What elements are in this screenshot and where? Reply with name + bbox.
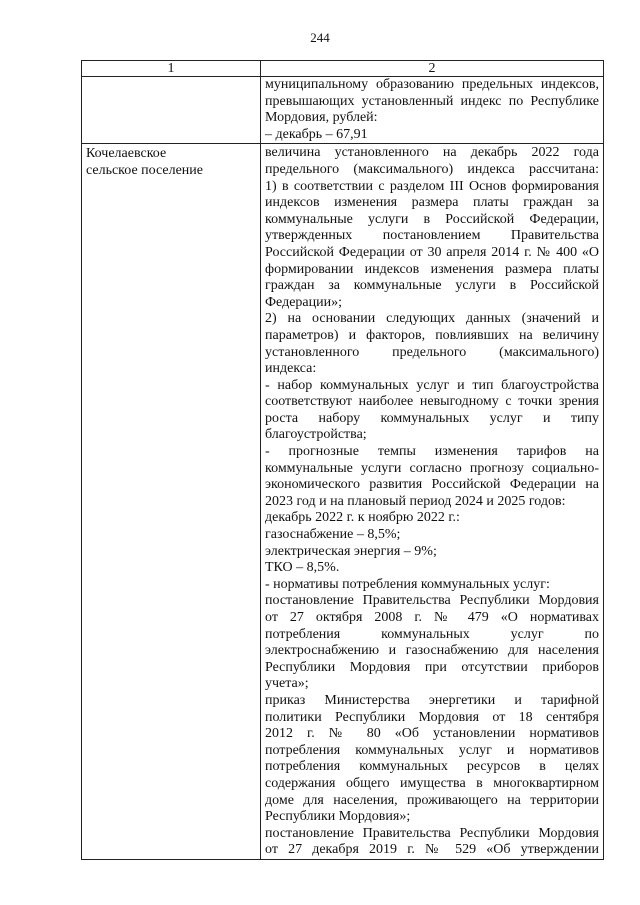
text-line: Мордовия, рублей:: [265, 110, 378, 126]
text-line: параметров) и факторов, повлиявших на величину: [265, 327, 599, 343]
text-line: политики Республики Мордовия от 18 сентября: [265, 709, 599, 725]
text-line: роста набору коммунальных услуг и типу: [265, 410, 599, 426]
text-line: утвержденных постановлением Правительства: [265, 228, 599, 244]
text-line: предельного (максимального) индекса рассчитана:: [265, 161, 599, 177]
text-line: электрическая энергия – 9%;: [265, 543, 437, 559]
text-line: от 27 октября 2008 г. № 479 «О нормативах: [265, 610, 599, 625]
text-line: потребления коммунальных услуг по: [265, 626, 599, 642]
text-line: содержания общего имущества в многоквартирном: [265, 775, 599, 791]
text-line: - набор коммунальных услуг и тип благоустройства: [265, 377, 599, 393]
text-line: электроснабжению и газоснабжению для населения: [265, 643, 599, 659]
text-line: муниципальному образованию предельных индексов,: [265, 77, 599, 92]
text-line: сельское поселение: [86, 162, 203, 178]
continued-row-col1: [82, 77, 261, 144]
text-line: коммунальные услуги в Российской Федерации,: [265, 211, 599, 227]
text-line: ТКО – 8,5%.: [265, 560, 340, 576]
text-line: газоснабжение – 8,5%;: [265, 527, 401, 543]
text-line: Российской Федерации от 30 апреля 2014 г. № 400 «О: [265, 244, 599, 260]
column-header-2: 2: [261, 61, 604, 77]
text-line: постановление Правительства Республики Мордовия: [265, 825, 599, 841]
page-number: 244: [310, 30, 330, 45]
text-line: Республики Мордовия при отсутствии приборов: [265, 659, 599, 675]
text-line: - прогнозные темпы изменения тарифов на: [265, 444, 599, 460]
text-line: индекса:: [265, 361, 317, 377]
index-description: [261, 144, 604, 860]
text-line: превышающих установленный индекс по Республике: [265, 93, 599, 109]
text-line: декабрь 2022 г. к ноябрю 2022 г.:: [265, 510, 460, 526]
text-line: 2012 г. № 80 «Об установлении нормативов: [265, 726, 599, 742]
text-line: 2023 год и на плановый период 2024 и 2025 годов:: [265, 493, 566, 509]
text-line: величина установленного на декабрь 2022 года: [265, 145, 599, 161]
text-line: постановление Правительства Республики Мордовия: [265, 593, 599, 609]
table-row: [82, 144, 604, 860]
text-line: индексов изменения размера платы граждан за: [265, 195, 599, 211]
text-line: потребления коммунальных ресурсов в целях: [265, 759, 599, 775]
settlement-name: [82, 144, 261, 860]
text-line: коммунальные услуги согласно прогнозу социально-: [265, 460, 599, 476]
text-line: потребления коммунальных услуг и нормативов: [265, 742, 599, 758]
text-line: 1) в соответствии с разделом III Основ формирования: [265, 178, 599, 194]
text-line: Республики Мордовия»;: [265, 809, 411, 825]
text-line: граждан за коммунальные услуги в Российской: [265, 278, 599, 294]
text-line: формировании индексов изменения размера платы: [265, 261, 599, 277]
text-line: 2) на основании следующих данных (значений и: [265, 311, 599, 327]
text-line: – декабрь – 67,91: [265, 126, 368, 142]
continued-row-col2: [261, 77, 604, 144]
text-line: доме для населения, проживающего на территории: [265, 792, 599, 808]
text-line: учета»;: [265, 676, 309, 692]
text-line: экономического развития Российской Федерации на: [265, 477, 599, 493]
table-header-row: [82, 61, 604, 77]
text-line: установленного предельного (максимального): [265, 344, 599, 360]
text-line: приказ Министерства энергетики и тарифной: [265, 692, 599, 708]
text-line: Федерации»;: [265, 294, 343, 310]
text-line: от 27 декабря 2019 г. № 529 «Об утверждении: [265, 842, 599, 858]
column-header-1: 1: [82, 61, 261, 77]
text-line: благоустройства;: [265, 427, 367, 443]
text-line: - нормативы потребления коммунальных услуг:: [265, 576, 550, 592]
document-table: [81, 60, 604, 860]
text-line: соответствуют наиболее невыгодному с точки зрения: [265, 394, 599, 410]
text-line: Кочелаевское: [86, 146, 167, 162]
table-row-continued: [82, 77, 604, 144]
